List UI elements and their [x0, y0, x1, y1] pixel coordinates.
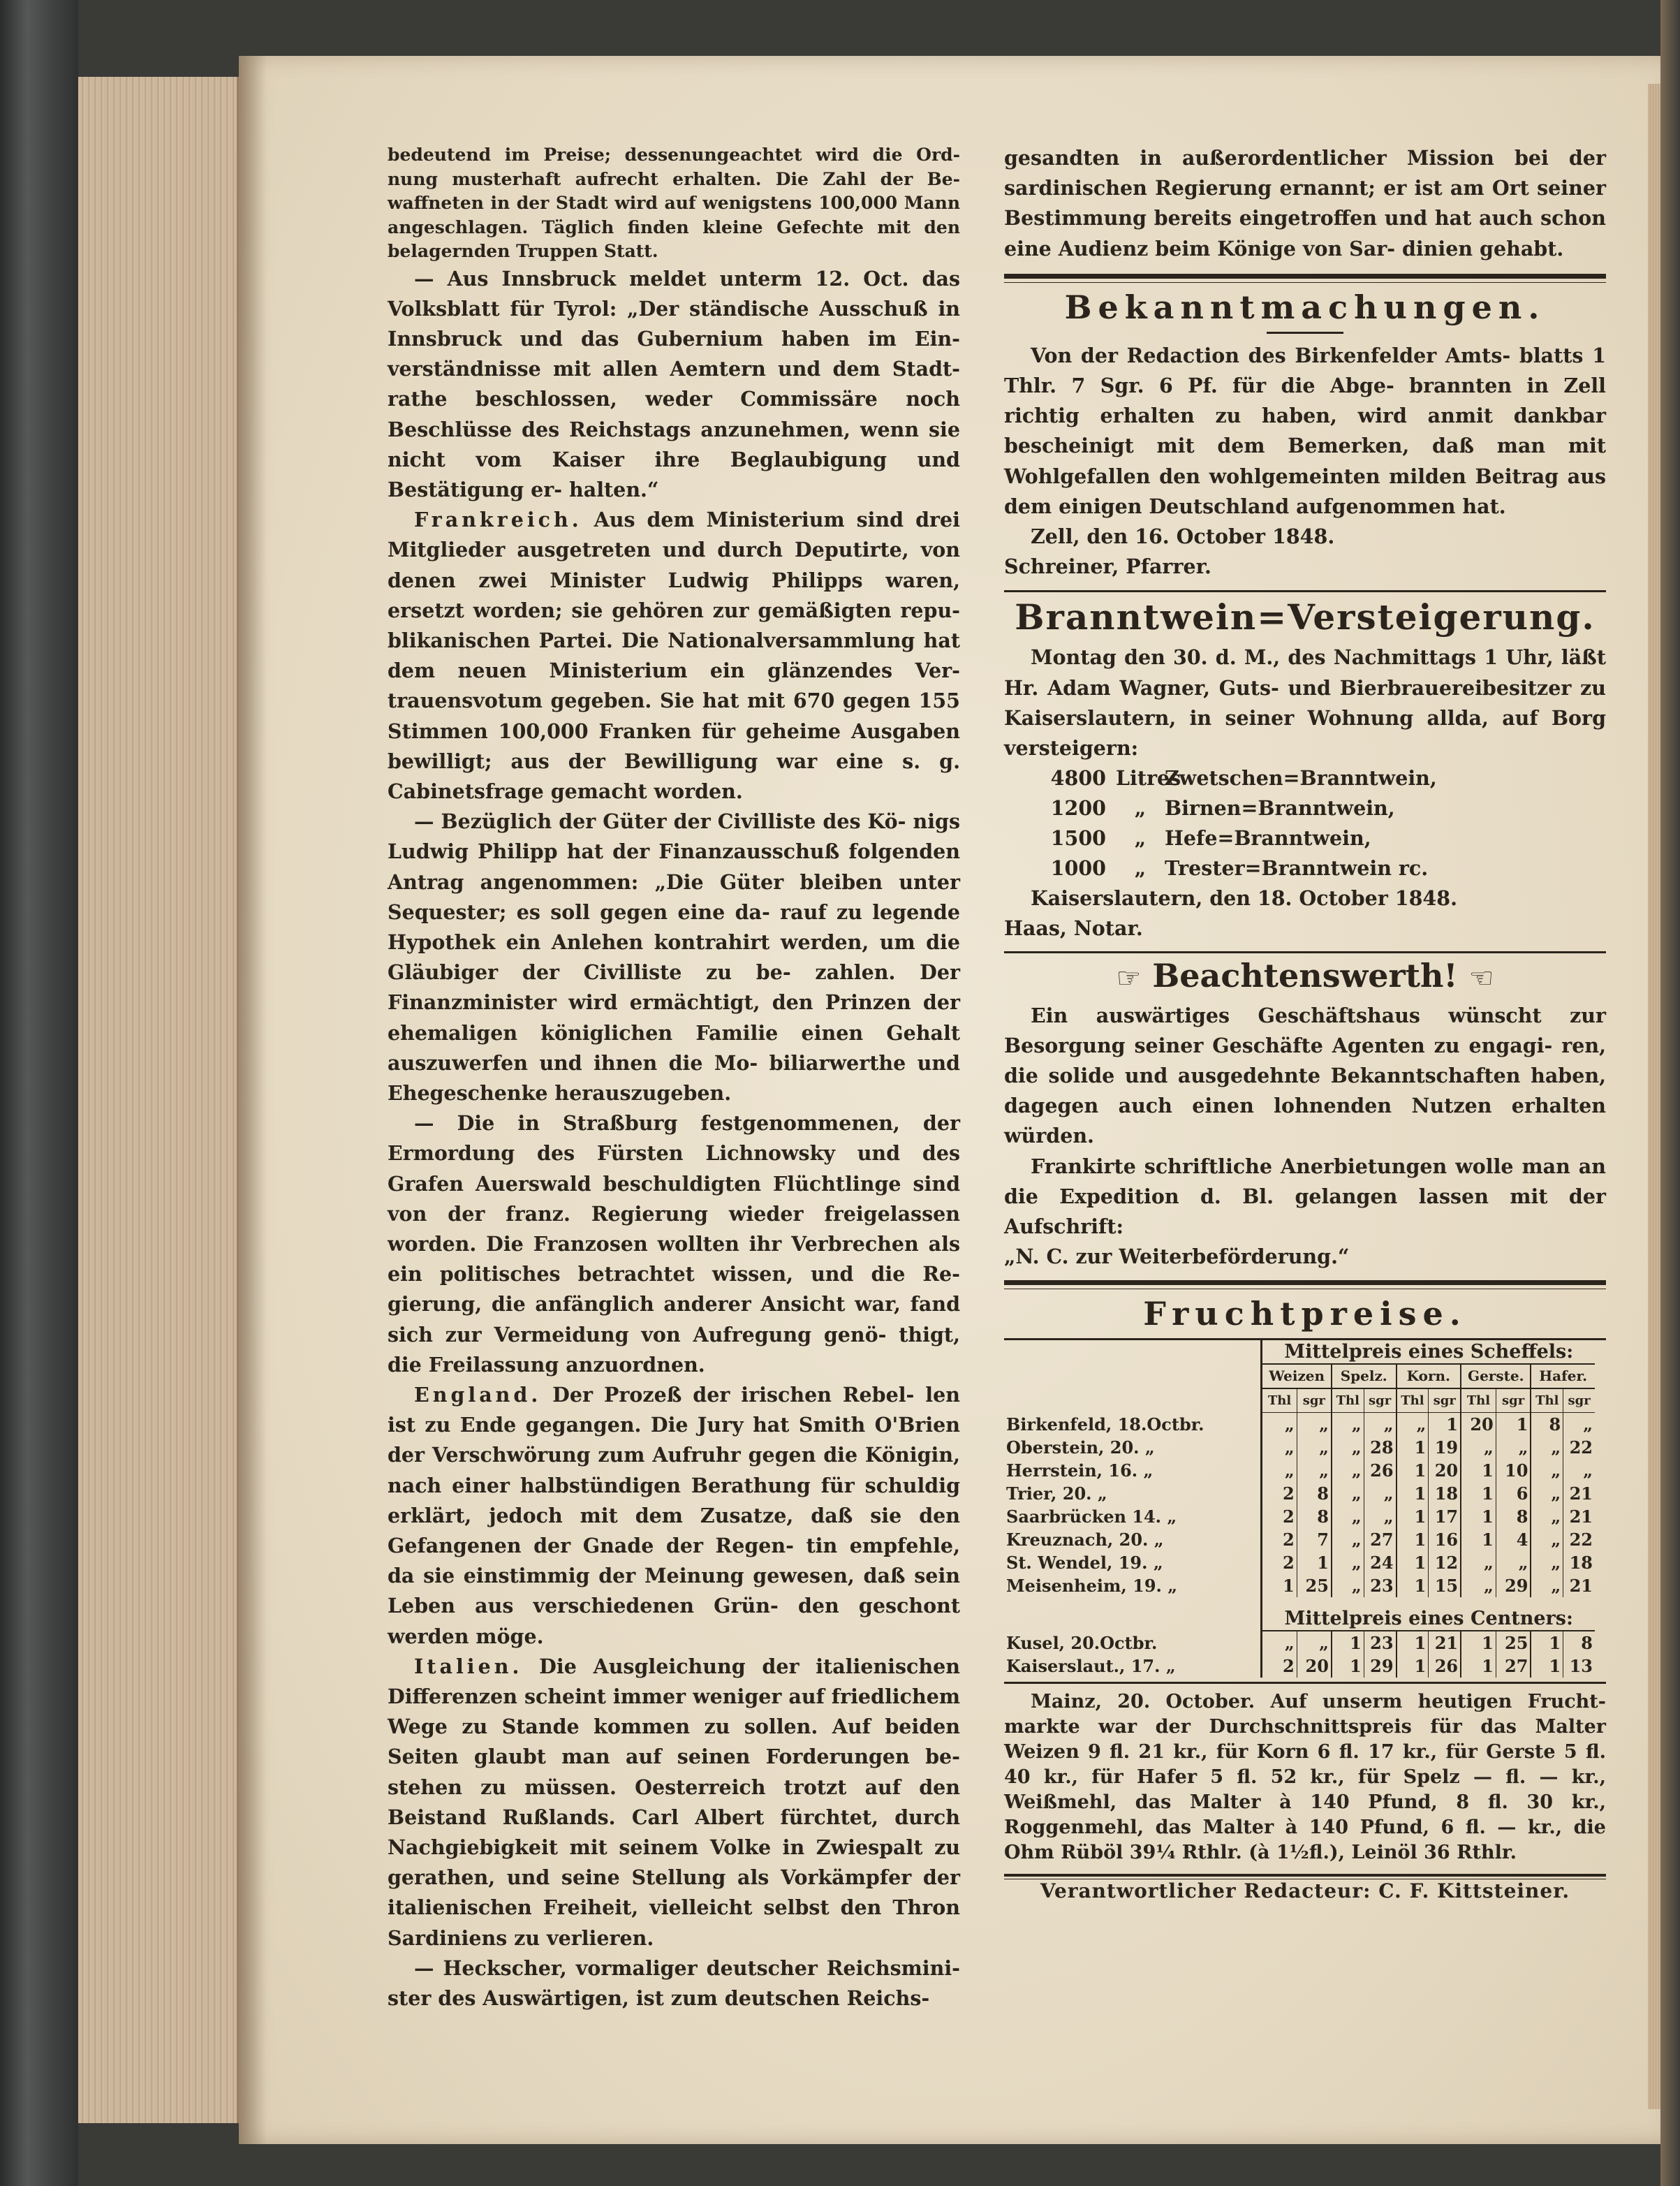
price-cell: 25 [1297, 1574, 1332, 1597]
table-gap-row [1004, 1597, 1595, 1607]
price-cell: 26 [1364, 1459, 1396, 1482]
price-cell: 2 [1262, 1528, 1297, 1551]
price-cell: 7 [1297, 1528, 1332, 1551]
price-cell: 2 [1262, 1505, 1297, 1528]
price-cell: 1 [1461, 1459, 1496, 1482]
price-cell: 1 [1397, 1459, 1429, 1482]
price-cell: 12 [1429, 1551, 1461, 1574]
grain-header: Spelz. [1332, 1364, 1397, 1388]
price-cell: 18 [1563, 1551, 1595, 1574]
pointing-hand-right-icon: ☞ [1116, 962, 1142, 995]
price-cell: 1 [1461, 1655, 1496, 1678]
price-cell: „ [1262, 1631, 1297, 1655]
mainz-market-report: Mainz, 20. October. Auf unserm heutigen Frucht- markte war der Durchschnittspreis für das Malter Weizen 9 fl. 21 kr., für Korn 6 fl. 17 kr., für Gerste 5 fl. 40 kr., für Hafer 5 fl. 52 kr., für Spelz — fl. — kr., Weißmehl, das Malter à 140 Pfund, 8 fl. 30 kr., Roggenmehl, das Malter à 140 Pfund, 6 fl. — kr., die Ohm Rüböl 39¼ Rthlr. (à 1½fl.), Leinöl 36 Rthlr. [1004, 1691, 1606, 1864]
table-row [1004, 1413, 1595, 1437]
article-civilliste: — Bezüglich der Güter der Civilliste des Kö- nigs Ludwig Philipp hat der Finanzausschuß folgenden Antrag angenommen: „Die Güter bleiben unter Sequester; es soll gegen eine da- rauf zu legende Hypothek ein Anlehen kontrahirt werden, um die Gläubiger der Civilliste zu be- zahlen. Der Finanzminister wird ermächtigt, den Prinzen der ehemaligen königlichen Familie einen Gehalt auszuwerfen und ihnen die Mo- biliarwerthe und Ehegeschenke herauszugeben. [388, 809, 960, 1105]
stock-unit: „ [1134, 796, 1147, 821]
price-cell: 22 [1563, 1528, 1595, 1551]
stock-qty: 1500 [1050, 826, 1106, 851]
price-cell: 1 [1397, 1436, 1429, 1459]
price-cell: „ [1461, 1574, 1496, 1597]
pointing-hand-left-icon: ☜ [1468, 962, 1494, 995]
grain-header: Hafer. [1531, 1364, 1595, 1388]
agency-ad-text-2: Frankirte schriftliche Anerbietungen wolle man an die Expedition d. Bl. gelangen lassen mit der Aufschrift: [1004, 1154, 1606, 1239]
england-text: Der Prozeß der irischen Rebel- len ist zu Ende gegangen. Die Jury hat Smith O'Brien der Verschwörung zum Aufruhr gegen die Königin, nach einer halbstündigen Berathung für schuldig erklärt, jedoch mit dem Zusatze, daß sie den Gefangenen der Gnade der Regen- tin empfehle, da sie einstimmig der Meinung gewesen, daß sein Leben aus verschiedenen Grün- den geschont werden möge. [388, 1383, 960, 1648]
caption-scheffel: Mittelpreis eines Scheffels: [1262, 1340, 1595, 1364]
price-cell: „ [1262, 1436, 1297, 1459]
price-cell: „ [1364, 1482, 1396, 1505]
page-gutter-shadow [239, 56, 267, 2144]
price-cell: „ [1364, 1505, 1396, 1528]
price-cell: 23 [1364, 1631, 1396, 1655]
price-cell: 1 [1397, 1505, 1429, 1528]
price-cell: „ [1332, 1574, 1364, 1597]
price-cell: 1 [1397, 1528, 1429, 1551]
town-name: St. Wendel, 19. „ [1006, 1553, 1163, 1574]
section-divider [1004, 1280, 1606, 1289]
article-continuation: bedeutend im Preise; dessenungeachtet wird die Ord- nung musterhaft aufrecht erhalten. Die Zahl der Be- waffneten in der Stadt wird auf wenigstens 100,000 Mann angeschlagen. Täglich finden kleine Gefechte mit den belagernden Truppen Statt. [388, 145, 960, 261]
table-corner [1004, 1607, 1262, 1631]
price-cell: „ [1531, 1482, 1563, 1505]
price-cell: 1 [1297, 1551, 1332, 1574]
price-cell: „ [1496, 1551, 1531, 1574]
grain-header: Weizen [1262, 1364, 1332, 1388]
page-edges-right [1648, 84, 1660, 2109]
price-cell: „ [1262, 1459, 1297, 1482]
price-cell: 1 [1397, 1631, 1429, 1655]
price-cell: 2 [1262, 1551, 1297, 1574]
town-name: Trier, 20. „ [1006, 1483, 1107, 1504]
price-cell: 16 [1429, 1528, 1461, 1551]
price-cell: 8 [1297, 1505, 1332, 1528]
unit-silbergroschen: sgr [1429, 1388, 1461, 1413]
stock-item [1004, 763, 1606, 793]
unit-silbergroschen: sgr [1496, 1388, 1531, 1413]
price-cell: 1 [1531, 1631, 1563, 1655]
town-name: Kusel, 20.Octbr. [1006, 1632, 1158, 1653]
price-cell: 1 [1461, 1505, 1496, 1528]
town-name: Kreuznach, 20. „ [1006, 1530, 1164, 1550]
price-cell: „ [1563, 1413, 1595, 1437]
caption-centner: Mittelpreis eines Centners: [1262, 1607, 1595, 1631]
article-frankreich [388, 505, 960, 807]
table-row [1004, 1436, 1595, 1459]
price-cell: „ [1531, 1459, 1563, 1482]
stock-unit: Litres [1116, 766, 1181, 791]
price-cell: 1 [1397, 1551, 1429, 1574]
price-cell: 8 [1297, 1482, 1332, 1505]
table-corner [1004, 1340, 1262, 1364]
table-corner [1004, 1388, 1262, 1413]
price-cell: 29 [1496, 1574, 1531, 1597]
article-innsbruck: — Aus Innsbruck meldet unterm 12. Oct. das Volksblatt für Tyrol: „Der ständische Ausschuß in Innsbruck und das Gubernium haben im Ein- verständnisse mit allen Aemtern und dem Stadt- rathe beschlossen, weder Commissäre noch Beschlüsse des Reichstags anzunehmen, wenn sie nicht vom Kaiser ihre Beglaubigung und Bestätigung er- halten.“ [388, 266, 960, 501]
notice-date: Zell, den 16. October 1848. [1031, 525, 1335, 549]
price-cell: „ [1332, 1528, 1364, 1551]
article-italien [388, 1652, 960, 1953]
price-cell: „ [1563, 1459, 1595, 1482]
price-cell: „ [1332, 1413, 1364, 1437]
price-cell: 22 [1563, 1436, 1595, 1459]
agency-ad-text: Ein auswärtiges Geschäftshaus wünscht zur Besorgung seiner Geschäfte Agenten zu engagi- ren, die solide und ausgedehnte Bekanntschaften haben, dagegen auch einen lohnenden Nutzen erhalten würden. [1004, 1003, 1606, 1148]
price-cell: „ [1531, 1528, 1563, 1551]
price-cell: 1 [1531, 1655, 1563, 1678]
price-cell: 1 [1496, 1413, 1531, 1437]
table-row [1004, 1574, 1595, 1597]
price-cell: „ [1531, 1551, 1563, 1574]
price-cell: „ [1297, 1459, 1332, 1482]
price-cell: „ [1397, 1413, 1429, 1437]
table-row [1004, 1655, 1595, 1678]
table-row [1004, 1482, 1595, 1505]
price-cell: 1 [1332, 1655, 1364, 1678]
stock-item [1004, 793, 1606, 823]
price-cell: „ [1531, 1505, 1563, 1528]
town-name: Kaiserslaut., 17. „ [1006, 1656, 1176, 1677]
stock-item [1004, 823, 1606, 853]
unit-thaler: Thl [1332, 1388, 1364, 1413]
price-cell: 1 [1461, 1482, 1496, 1505]
table-row [1004, 1459, 1595, 1482]
price-cell: 27 [1364, 1528, 1396, 1551]
article-heckscher: — Heckscher, vormaliger deutscher Reichsmini- ster des Auswärtigen, ist zum deutschen Reichs- [388, 1956, 960, 2011]
stock-name: Hefe=Branntwein, [1165, 826, 1371, 851]
stock-name: Zwetschen=Branntwein, [1165, 766, 1437, 791]
beachtenswerth-title: Beachtenswerth! [1152, 956, 1458, 995]
price-cell: „ [1364, 1413, 1396, 1437]
auction-signature: Haas, Notar. [1004, 916, 1143, 941]
unit-silbergroschen: sgr [1364, 1388, 1396, 1413]
notice-signature: Schreiner, Pfarrer. [1004, 555, 1211, 579]
stock-unit: „ [1134, 826, 1147, 851]
price-cell: 26 [1429, 1655, 1461, 1678]
price-cell: 28 [1364, 1436, 1396, 1459]
price-cell: 18 [1429, 1482, 1461, 1505]
book-cover-left [0, 0, 78, 2186]
table-row [1004, 1551, 1595, 1574]
unit-thaler: Thl [1531, 1388, 1563, 1413]
price-cell: 24 [1364, 1551, 1396, 1574]
price-cell: 20 [1429, 1459, 1461, 1482]
stock-name: Birnen=Branntwein, [1165, 796, 1395, 821]
price-cell: 1 [1461, 1631, 1496, 1655]
heading-bekanntmachungen: Bekanntmachungen. [1064, 288, 1546, 326]
price-cell: 1 [1397, 1482, 1429, 1505]
stock-name: Trester=Branntwein rc. [1165, 856, 1429, 881]
table-gap [1262, 1597, 1595, 1607]
stock-qty: 1200 [1050, 796, 1106, 821]
stock-item [1004, 853, 1606, 883]
price-cell: 6 [1496, 1482, 1531, 1505]
stock-qty: 1000 [1050, 856, 1106, 881]
left-column [388, 143, 960, 2013]
page-edges-left [78, 77, 239, 2123]
table-row [1004, 1528, 1595, 1551]
price-cell: 27 [1496, 1655, 1531, 1678]
price-cell: 21 [1563, 1505, 1595, 1528]
price-cell: 15 [1429, 1574, 1461, 1597]
price-cell: 23 [1364, 1574, 1396, 1597]
price-cell: „ [1262, 1413, 1297, 1437]
table-corner [1004, 1364, 1262, 1388]
heading-fruchtpreise: Fruchtpreise. [1143, 1295, 1467, 1333]
table-caption-row [1004, 1607, 1595, 1631]
agency-ad-address: „N. C. zur Weiterbeförderung.“ [1004, 1245, 1350, 1269]
table-row [1004, 1631, 1595, 1655]
price-cell: 10 [1496, 1459, 1531, 1482]
price-cell: 2 [1262, 1482, 1297, 1505]
price-cell: 17 [1429, 1505, 1461, 1528]
right-column [1004, 143, 1606, 1902]
price-cell: „ [1531, 1574, 1563, 1597]
price-cell: 21 [1563, 1574, 1595, 1597]
price-cell: 19 [1429, 1436, 1461, 1459]
section-divider [1004, 274, 1606, 283]
price-cell: „ [1297, 1413, 1332, 1437]
price-cell: „ [1332, 1459, 1364, 1482]
article-heckscher-continuation: gesandten in außerordentlicher Mission bei der sardinischen Regierung ernannt; er ist am Ort seiner Bestimmung bereits eingetroffen und hat auch schon eine Audienz beim Könige von Sar- dinien gehabt. [1004, 146, 1606, 261]
book-cover-right [1660, 0, 1680, 2186]
price-cell: „ [1461, 1551, 1496, 1574]
town-name: Birkenfeld, 18.Octbr. [1006, 1414, 1204, 1435]
heading-branntwein-versteigerung: Branntwein=Versteigerung. [1015, 596, 1596, 638]
price-cell: 20 [1461, 1413, 1496, 1437]
unit-thaler: Thl [1397, 1388, 1429, 1413]
auction-text: Montag den 30. d. M., des Nachmittags 1 Uhr, läßt Hr. Adam Wagner, Guts- und Bierbrauereibesitzer zu Kaiserslautern, in seiner Wohnung allda, auf Borg versteigern: [1004, 645, 1606, 761]
price-cell: 1 [1397, 1574, 1429, 1597]
editor-credit: Verantwortlicher Redacteur: C. F. Kittsteiner. [1040, 1879, 1570, 1903]
notice-redaction: Von der Redaction des Birkenfelder Amts- blatts 1 Thlr. 7 Sgr. 6 Pf. für die Abge- brannten in Zell richtig erhalten zu haben, wird anmit dankbar bescheinigt mit dem Bemerken, daß man mit Wohlgefallen den wohlgemeinten milden Beitrag aus dem einigen Deutschland aufgenommen hat. [1004, 343, 1606, 518]
footer-divider [1004, 1874, 1606, 1879]
section-title-italien: Italien. [414, 1654, 523, 1678]
price-cell: 8 [1496, 1505, 1531, 1528]
unit-header-row [1004, 1388, 1595, 1413]
price-cell: 21 [1429, 1631, 1461, 1655]
article-england [388, 1380, 960, 1652]
grain-header: Korn. [1397, 1364, 1461, 1388]
price-cell: 1 [1429, 1413, 1461, 1437]
price-cell: 2 [1262, 1655, 1297, 1678]
unit-thaler: Thl [1262, 1388, 1297, 1413]
price-cell: 20 [1297, 1655, 1332, 1678]
price-cell: „ [1332, 1505, 1364, 1528]
price-cell: „ [1297, 1436, 1332, 1459]
stock-qty: 4800 [1050, 766, 1106, 791]
unit-silbergroschen: sgr [1297, 1388, 1332, 1413]
price-cell: 13 [1563, 1655, 1595, 1678]
price-cell: „ [1332, 1551, 1364, 1574]
short-divider [1267, 332, 1343, 334]
price-cell: 1 [1332, 1631, 1364, 1655]
price-cell: „ [1531, 1436, 1563, 1459]
town-name: Oberstein, 20. „ [1006, 1437, 1155, 1458]
table-corner [1004, 1597, 1262, 1607]
price-cell: 1 [1397, 1655, 1429, 1678]
section-title-england: England. [414, 1383, 542, 1407]
price-cell: 4 [1496, 1528, 1531, 1551]
price-cell: 29 [1364, 1655, 1396, 1678]
auction-stock-list [1004, 763, 1606, 883]
table-caption-row [1004, 1340, 1595, 1364]
article-strassburg: — Die in Straßburg festgenommenen, der Ermordung des Fürsten Lichnowsky und des Grafen Auerswald beschuldigten Flüchtlinge sind von der franz. Regierung wieder freigelassen worden. Die Franzosen wollten ihr Verbrechen als ein politisches betrachtet wissen, und die Re- gierung, die anfänglich anderer Ansicht war, fand sich zur Vermeidung von Aufregung genö- thigt, die Freilassung anzuordnen. [388, 1111, 960, 1377]
unit-thaler: Thl [1461, 1388, 1496, 1413]
town-name: Saarbrücken 14. „ [1006, 1506, 1177, 1527]
price-cell: 25 [1496, 1631, 1531, 1655]
price-cell: „ [1332, 1436, 1364, 1459]
frankreich-text: Aus dem Ministerium sind drei Mitglieder ausgetreten und durch Deputirte, von denen zwei Minister Ludwig Philipps waren, ersetzt worden; sie gehören zur gemäßigten repu- blikanischen Partei. Die Nationalversammlung hat dem neuen Ministerium ein glänzendes Ver- trauensvotum gegeben. Sie hat mit 670 gegen 155 Stimmen 100,000 Franken für geheime Ausgaben bewilligt; aus der Bewilligung war eine s. g. Cabinetsfrage gemacht worden. [388, 508, 960, 803]
price-cell: „ [1496, 1436, 1531, 1459]
town-name: Meisenheim, 19. „ [1006, 1576, 1178, 1597]
price-cell: 8 [1531, 1413, 1563, 1437]
table-bottom-rule [1004, 1682, 1606, 1684]
price-cell: 8 [1563, 1631, 1595, 1655]
auction-date: Kaiserslautern, den 18. October 1848. [1031, 886, 1457, 911]
town-name: Herrstein, 16. „ [1006, 1460, 1154, 1481]
grain-price-table [1004, 1340, 1595, 1678]
unit-silbergroschen: sgr [1563, 1388, 1595, 1413]
heading-beachtenswerth [1004, 953, 1606, 1001]
price-cell: „ [1461, 1436, 1496, 1459]
grain-header-row [1004, 1364, 1595, 1388]
price-cell: „ [1332, 1482, 1364, 1505]
italien-text: Die Ausgleichung der italienischen Differenzen scheint immer weniger auf friedlichem Wege zu Stande kommen zu sollen. Auf beiden Seiten glaubt man auf seinen Forderungen be- stehen zu müssen. Oesterreich trotzt auf den Beistand Rußlands. Carl Albert fürchtet, durch Nachgiebigkeit mit seinem Volke in Zwiespalt zu gerathen, und seine Stellung als Vorkämpfer der italienischen Freiheit, vielleicht selbst den Thron Sardiniens zu verlieren. [388, 1654, 960, 1950]
price-cell: 21 [1563, 1482, 1595, 1505]
stock-unit: „ [1134, 856, 1147, 881]
price-cell: „ [1297, 1631, 1332, 1655]
table-row [1004, 1505, 1595, 1528]
price-cell: 1 [1461, 1528, 1496, 1551]
grain-header: Gerste. [1461, 1364, 1531, 1388]
section-title-frankreich: Frankreich. [414, 508, 582, 532]
price-cell: 1 [1262, 1574, 1297, 1597]
